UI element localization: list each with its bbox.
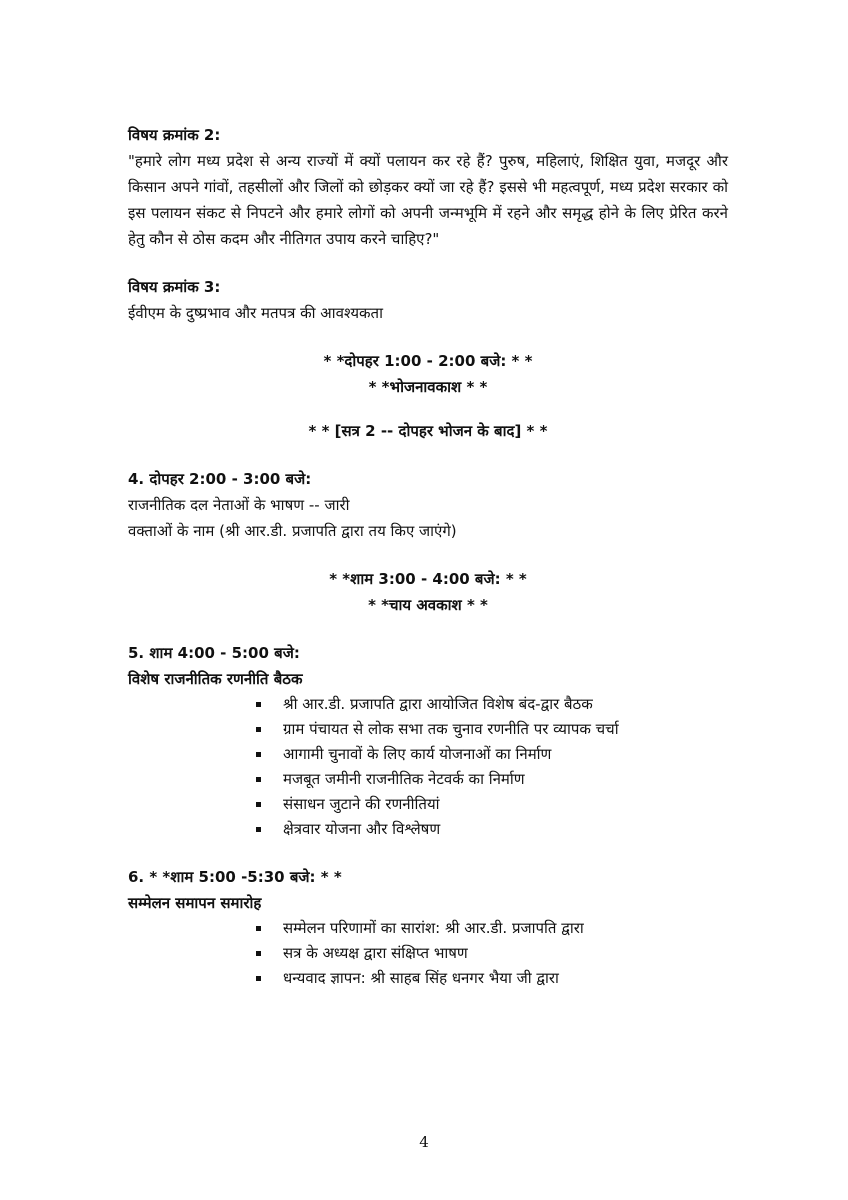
bullet-square-icon — [256, 827, 261, 832]
list-item: आगामी चुनावों के लिए कार्य योजनाओं का निर्माण — [256, 742, 728, 767]
item5-heading: 5. शाम 4:00 - 5:00 बजे: — [128, 644, 300, 662]
item6-heading: 6. * *शाम 5:00 -5:30 बजे: * * — [128, 868, 342, 886]
topic3-heading: विषय क्रमांक 3: — [128, 278, 221, 296]
item5-bullet-list — [128, 692, 728, 842]
list-item: क्षेत्रवार योजना और विश्लेषण — [256, 817, 728, 842]
bullet-square-icon — [256, 727, 261, 732]
topic2-body: "हमारे लोग मध्य प्रदेश से अन्य राज्यों में क्यों पलायन कर रहे हैं? पुरुष, महिलाएं, शिक्षित युवा, मजदूर और किसान अपने गांवों, तहसीलों और जिलों को छोड़कर क्यों जा रहे हैं? इससे भी महत्वपूर्ण, मध्य प्रदेश सरकार को इस पलायन संकट से निपटने और हमारे लोगों को अपनी जन्मभूमि में रहने और समृद्ध होने के लिए प्रेरित करने हेतु कौन से ठोस कदम और नीतिगत उपाय करने चाहिए?" — [128, 152, 728, 248]
page-content — [128, 122, 728, 991]
topic2-heading: विषय क्रमांक 2: — [128, 126, 221, 144]
list-item: सत्र के अध्यक्ष द्वारा संक्षिप्त भाषण — [256, 941, 728, 966]
item4-heading: 4. दोपहर 2:00 - 3:00 बजे: — [128, 470, 312, 488]
bullet-square-icon — [256, 976, 261, 981]
bullet-square-icon — [256, 777, 261, 782]
list-item: धन्यवाद ज्ञापन: श्री साहब सिंह धनगर भैया जी द्वारा — [256, 966, 728, 991]
list-item: संसाधन जुटाने की रणनीतियां — [256, 792, 728, 817]
page-number: 4 — [419, 1133, 429, 1151]
item6-subheading: सम्मेलन समापन समारोह — [128, 894, 262, 912]
item6-bullet-list — [128, 916, 728, 991]
list-item: मजबूत जमीनी राजनीतिक नेटवर्क का निर्माण — [256, 767, 728, 792]
bullet-square-icon — [256, 951, 261, 956]
lunch-time: * *दोपहर 1:00 - 2:00 बजे: * * — [323, 352, 533, 370]
session2-title: * * [सत्र 2 -- दोपहर भोजन के बाद] * * — [308, 422, 548, 440]
list-item: ग्राम पंचायत से लोक सभा तक चुनाव रणनीति पर व्यापक चर्चा — [256, 717, 728, 742]
bullet-square-icon — [256, 802, 261, 807]
item5-subheading: विशेष राजनीतिक रणनीति बैठक — [128, 670, 303, 688]
bullet-square-icon — [256, 702, 261, 707]
tea-time: * *शाम 3:00 - 4:00 बजे: * * — [329, 570, 527, 588]
topic3-body: ईवीएम के दुष्प्रभाव और मतपत्र की आवश्यकता — [128, 304, 383, 322]
tea-label: * *चाय अवकाश * * — [368, 596, 488, 614]
bullet-square-icon — [256, 752, 261, 757]
lunch-label: * *भोजनावकाश * * — [368, 378, 488, 396]
item4-line2: वक्ताओं के नाम (श्री आर.डी. प्रजापति द्वारा तय किए जाएंगे) — [128, 522, 457, 540]
list-item: सम्मेलन परिणामों का सारांश: श्री आर.डी. प्रजापति द्वारा — [256, 916, 728, 941]
item4-line1: राजनीतिक दल नेताओं के भाषण -- जारी — [128, 496, 350, 514]
list-item: श्री आर.डी. प्रजापति द्वारा आयोजित विशेष बंद-द्वार बैठक — [256, 692, 728, 717]
bullet-square-icon — [256, 926, 261, 931]
